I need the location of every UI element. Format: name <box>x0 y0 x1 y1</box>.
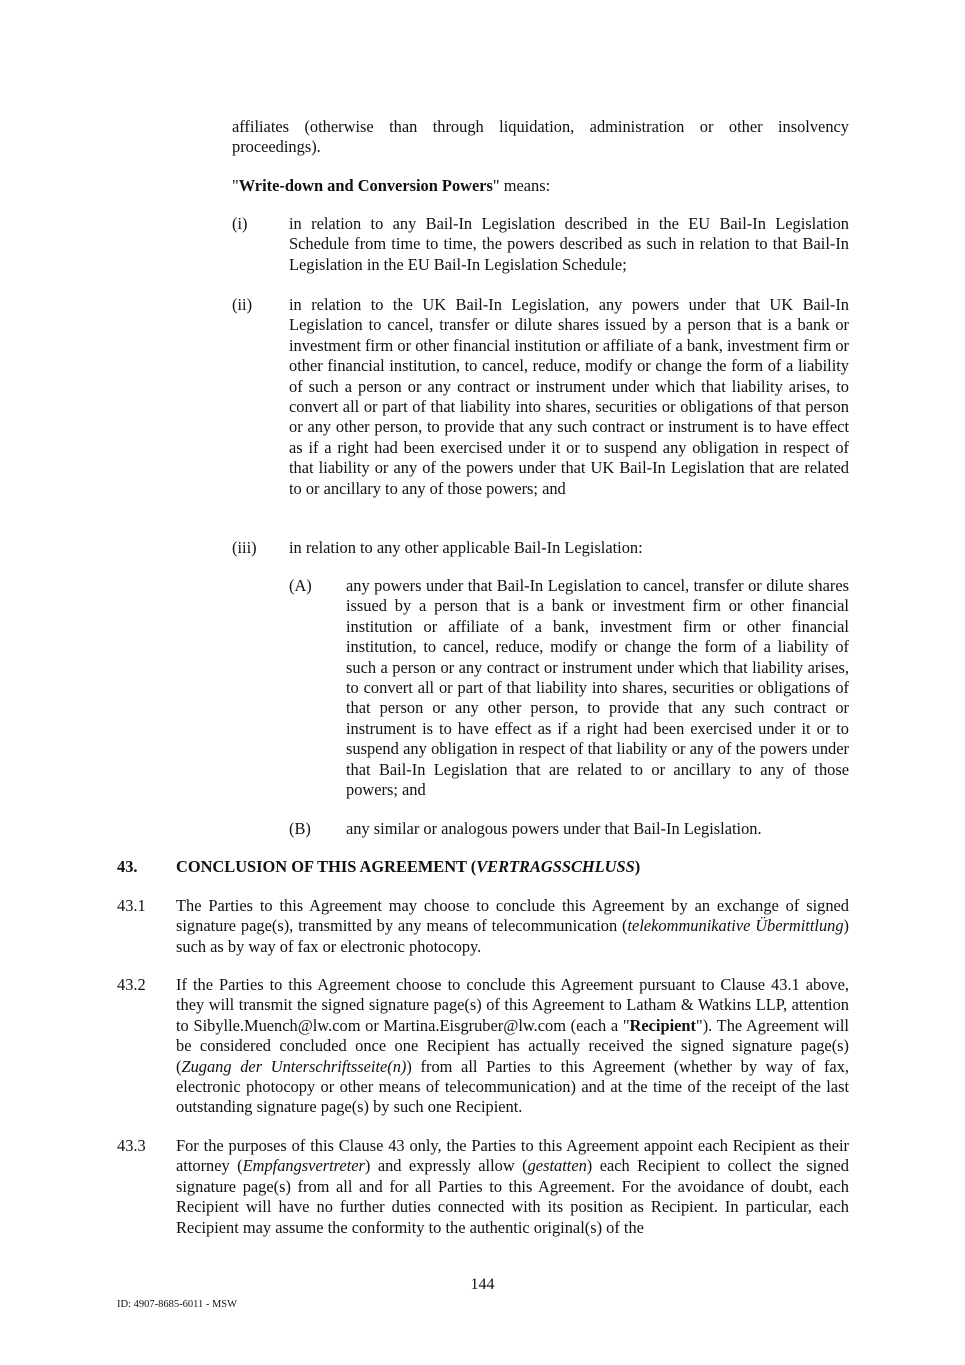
section-title <box>176 857 849 877</box>
document-id: ID: 4907-8685-6011 - MSW <box>117 1299 238 1310</box>
clause-43-2-text <box>176 975 849 1118</box>
sublist-item-text: any powers under that Bail-In Legislation to cancel, transfer or dilute shares issued by a person that is a bank or investment firm or other financial institution or affiliate of a bank, investment firm or other financial institution, to cancel, reduce, modify or change the form of a liability of such a person or any contract or instrument under which that liability arises, to convert all or part of that liability into shares, securities or obligations of that person or any other person, to provide that any such contract or instrument is to have effect as if a right had been exercised under it or to suspend any obligation in respect of that liability or any of the powers under that Bail-In Legislation that are related to or ancillary to any of those powers; and <box>346 576 849 800</box>
section-number: 43. <box>117 857 138 876</box>
definition-term: Write-down and Conversion Powers <box>238 176 493 195</box>
clause-german-term: Empfangsvertreter <box>242 1156 365 1176</box>
intro-paragraph: affiliates (otherwise than through liquidation, administration or other insolvency proceedings). <box>232 117 849 157</box>
clause-text-part: If the Parties to this Agreement choose to conclude this Agreement pursuant to Clause 43.1 above, they will transmit the signed signature page(s) of this Agreement to Latham & Watkins LLP, attention to Sibylle.Muench@lw.com or Martina.Eisgruber@lw.com (each a " <box>176 975 849 1035</box>
definition-means: means: <box>499 176 551 195</box>
clause-43-1-text <box>176 896 849 957</box>
list-item-label: (ii) <box>232 295 253 314</box>
list-item-text: in relation to the UK Bail-In Legislation, any powers under that UK Bail-In Legislation to cancel, transfer or dilute shares issued by a person that is a bank or investment firm or other financial institution or affiliate of a bank, investment firm or other financial institution, to cancel, reduce, modify or change the form of a liability of such a person or any contract or instrument under which that liability arises, to convert all or part of that liability into shares, securities or obligations of that person or any other person, to provide that any such contract or instrument is to have effect as if a right had been exercised under it or to suspend any obligation in respect of that liability or any of the powers under that UK Bail-In Legislation that are related to or ancillary to any of those powers; and <box>289 295 849 498</box>
section-title-suffix: ) <box>634 857 641 876</box>
clause-text-part: For the purposes of this Clause 43 only, the Parties to this Agreement appoint each Recipient as their attorney ( <box>176 1136 849 1176</box>
clause-defined-term: Recipient <box>629 1015 697 1035</box>
list-item-label: (iii) <box>232 538 257 557</box>
clause-german-term: Zugang der Unterschriftsseite(n) <box>181 1056 407 1076</box>
clause-text-part: ) and expressly allow ( <box>364 1156 528 1176</box>
sublist-item-label: (B) <box>289 819 311 838</box>
sublist-item-text: any similar or analogous powers under that Bail-In Legislation. <box>346 819 762 838</box>
clause-text-part: ) such as by way of fax or electronic photocopy. <box>176 916 850 956</box>
definition-heading <box>232 176 849 196</box>
clause-german-term: gestatten <box>527 1156 587 1176</box>
list-item-text: in relation to any Bail-In Legislation described in the EU Bail-In Legislation Schedule from time to time, the powers described as such in relation to that Bail-In Legislation in the EU Bail-In Legislation Schedule; <box>289 214 849 274</box>
section-title-german: VERTRAGSSCHLUSS <box>476 857 635 876</box>
definition-quote-open: " <box>232 176 239 195</box>
clause-text-part: "). The Agreement will be considered concluded once one Recipient has actually received the signed signature page(s) ( <box>176 1015 849 1076</box>
list-item-text: in relation to any other applicable Bail-In Legislation: <box>289 538 643 557</box>
clause-german-term: telekommunikative Übermittlung <box>627 916 844 936</box>
clause-number: 43.2 <box>117 975 146 994</box>
clause-text-part: The Parties to this Agreement may choose to conclude this Agreement by an exchange of signed signature page(s), transmitted by any means of telecommunication ( <box>176 896 849 936</box>
list-item-label: (i) <box>232 214 248 233</box>
clause-number: 43.3 <box>117 1136 146 1155</box>
definition-quote-close: " <box>492 176 500 195</box>
clause-text-part: ) each Recipient to collect the signed signature page(s) from all and for all Parties to this Agreement. For the avoidance of doubt, each Recipient will have no further duties connected with its position as Recipient. In particular, each Recipient may assume the conformity to the authentic original(s) of the <box>176 1156 849 1237</box>
clause-text-part: ) from all Parties to this Agreement (whether by way of fax, electronic photocopy or other means of telecommunication) and at the time of the receipt of the last outstanding signature page(s) by such one Recipient. <box>176 1056 849 1117</box>
page-number: 144 <box>470 1276 495 1293</box>
clause-number: 43.1 <box>117 896 146 915</box>
clause-43-3-text <box>176 1136 849 1238</box>
sublist-item-label: (A) <box>289 576 312 595</box>
section-title-prefix: CONCLUSION OF THIS AGREEMENT ( <box>176 857 477 876</box>
